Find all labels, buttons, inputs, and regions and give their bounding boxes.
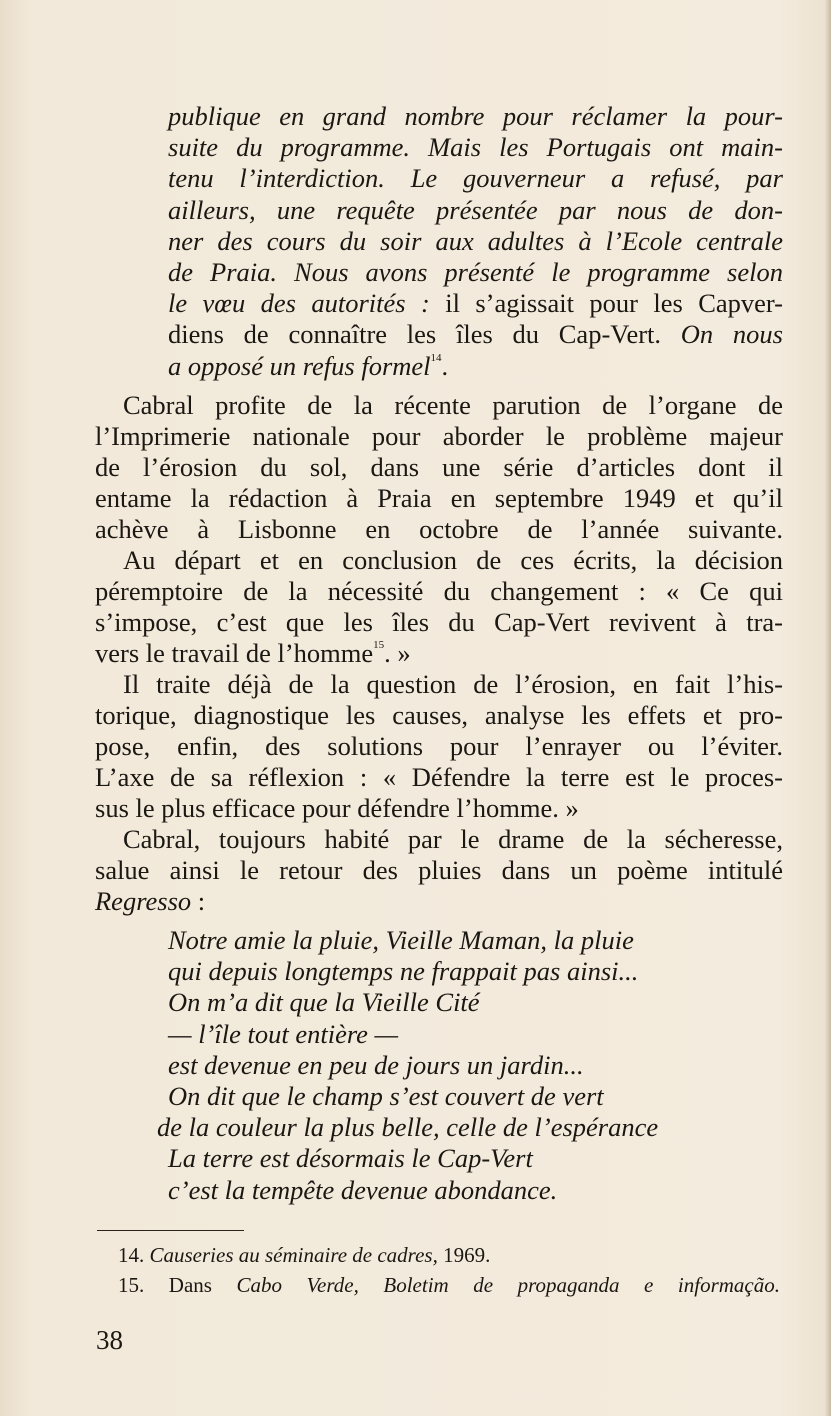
- quotation-block: [95, 101, 783, 382]
- body-line: salue ainsi le retour des pluies dans un poème intitulé: [95, 855, 783, 885]
- poem-line: On dit que le champ s’est couvert de vert: [168, 1080, 604, 1111]
- body-line: entame la rédaction à Praia en septembre 1949 et qu’il: [95, 483, 783, 513]
- poem-line: La terre est désormais le Cap-Vert: [168, 1143, 533, 1174]
- poem-block: [95, 925, 783, 1206]
- body-segment: :: [191, 886, 206, 916]
- footnote-14: [118, 1240, 780, 1270]
- body-line: [95, 886, 783, 917]
- footnote-title: Cabo Verde, Boletim de propaganda e informação.: [236, 1273, 780, 1297]
- body-line: L’axe de sa réflexion : « Défendre la terre est le proces-: [95, 762, 783, 792]
- quote-line: ner des cours du soir aux adultes à l’Ecole centrale: [168, 225, 783, 256]
- quote-italic-segment: le vœu des autorités :: [168, 288, 430, 319]
- page-number: 38: [96, 1325, 123, 1355]
- body-line: torique, diagnostique les causes, analyse les effets et pro-: [95, 700, 783, 730]
- poem-line: est devenue en peu de jours un jardin...: [168, 1049, 584, 1080]
- footnote-ref-15: 15: [373, 639, 385, 651]
- body-line: s’impose, c’est que les îles du Cap-Vert revivent à tra-: [95, 607, 783, 637]
- footnote-divider: [97, 1230, 244, 1231]
- quote-line: publique en grand nombre pour réclamer la pour-: [168, 101, 783, 131]
- quote-line: [168, 351, 783, 382]
- footnote-number: 14.: [118, 1243, 145, 1267]
- body-line: l’Imprimerie nationale pour aborder le problème majeur: [95, 421, 783, 451]
- quote-italic-segment: a opposé un refus formel: [168, 350, 431, 381]
- quote-line: de Praia. Nous avons présenté le programme selon: [168, 256, 783, 287]
- quote-end: .: [441, 350, 449, 381]
- body-text: [95, 390, 783, 917]
- poem-line: — l’île tout entière —: [168, 1018, 399, 1049]
- body-line: pose, enfin, des solutions pour l’enrayer ou l’éviter.: [95, 731, 783, 761]
- footnote-15: [118, 1270, 780, 1300]
- footnote-title: Causeries au séminaire de cadres,: [149, 1243, 438, 1267]
- body-line: achève à Lisbonne en octobre de l’année suivante.: [95, 514, 783, 544]
- body-line: Au départ et en conclusion de ces écrits, la décision: [123, 545, 783, 575]
- poem-title: Regresso: [95, 886, 192, 916]
- body-segment: vers le travail de l’homme: [95, 638, 374, 668]
- footnote-number: 15.: [118, 1273, 145, 1297]
- quote-line: [168, 319, 783, 350]
- body-line: [95, 638, 783, 669]
- body-line: Cabral profite de la récente parution de l’organe de: [123, 390, 783, 420]
- quote-roman-segment: diens de connaître les îles du Cap-Vert.: [168, 319, 662, 350]
- quote-line: suite du programme. Mais les Portugais ont main-: [168, 132, 783, 163]
- footnote-ref-14: 14: [430, 351, 442, 364]
- body-line: Il traite déjà de la question de l’érosion, en fait l’his-: [123, 669, 783, 699]
- body-line: Cabral, toujours habité par le drame de la sécheresse,: [123, 824, 783, 854]
- quote-line: [168, 288, 783, 319]
- body-line: de l’érosion du sol, dans une série d’articles dont il: [95, 452, 783, 482]
- body-segment: . »: [384, 638, 411, 668]
- poem-line: Notre amie la pluie, Vieille Maman, la pluie: [168, 925, 634, 955]
- quote-line: ailleurs, une requête présentée par nous de don-: [168, 194, 783, 225]
- quote-italic-segment: On nous: [661, 319, 783, 350]
- footnote-year: 1969.: [437, 1243, 491, 1267]
- body-line: péremptoire de la nécessité du changement : « Ce qui: [95, 576, 783, 606]
- quote-line: tenu l’interdiction. Le gouverneur a refusé, par: [168, 163, 783, 194]
- footnotes: [118, 1240, 780, 1300]
- page-edge: [825, 0, 831, 1416]
- quote-roman-segment: il s’agissait pour les Capver-: [429, 288, 784, 319]
- footnote-prefix: Dans: [144, 1273, 237, 1297]
- poem-line: qui depuis longtemps ne frappait pas ainsi...: [168, 956, 639, 987]
- poem-line: c’est la tempête devenue abondance.: [168, 1174, 558, 1205]
- body-line: sus le plus efficace pour défendre l’homme. »: [95, 793, 579, 823]
- poem-line: On m’a dit que la Vieille Cité: [168, 987, 480, 1018]
- poem-line: de la couleur la plus belle, celle de l’espérance: [157, 1112, 659, 1143]
